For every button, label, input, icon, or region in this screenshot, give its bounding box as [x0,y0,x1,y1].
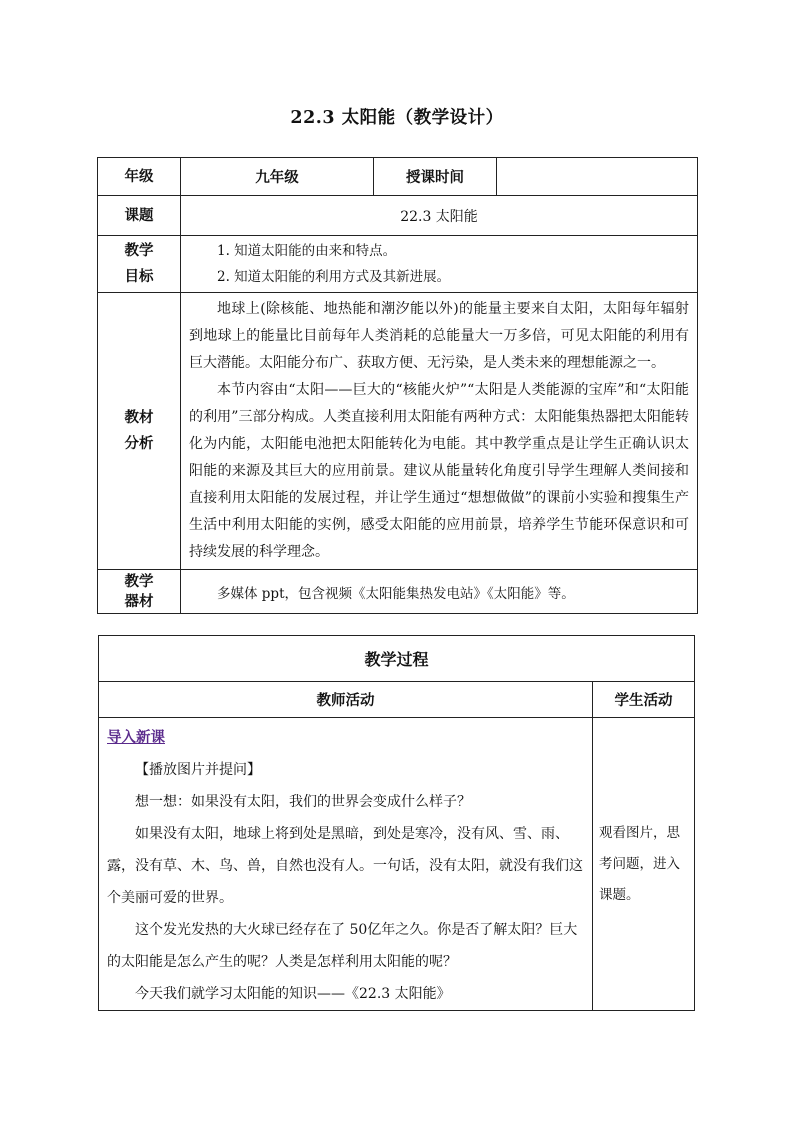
teacher-paragraph: 【播放图片并提问】 [135,762,261,778]
goal-item: 2. 知道太阳能的利用方式及其新进展。 [217,269,451,285]
class-time-label: 授课时间 [374,158,497,196]
teaching-goals-label-line-2: 目标 [124,268,154,285]
intro-new-lesson-link[interactable]: 导入新课 [107,729,165,746]
teaching-goals-content [181,236,698,293]
teacher-paragraph: 这个发光发热的大火球已经存在了 50亿年之久。你是否了解太阳？巨大的太阳能是怎么产生的呢？人类是怎样利用太阳能的呢？ [107,922,578,970]
student-activity-header: 学生活动 [593,682,695,718]
teaching-goals-label-line-1: 教学 [124,242,154,259]
intro-row [99,718,695,1011]
material-analysis-label-line-1: 教材 [124,409,154,426]
teaching-process-table [98,635,695,1011]
teaching-goals-row [98,236,698,293]
teaching-process-title: 教学过程 [99,636,695,682]
teaching-equipment-label-line-1: 教学 [124,572,154,590]
material-analysis-row [98,293,698,570]
topic-value: 22.3 太阳能 [181,196,698,236]
teaching-goals-label [98,236,181,293]
process-header-row [99,682,695,718]
class-time-value [497,158,698,196]
teaching-equipment-content: 多媒体 ppt，包含视频《太阳能集热发电站》《太阳能》等。 [181,570,698,614]
teacher-paragraph: 今天我们就学习太阳能的知识——《22.3 太阳能》 [135,986,451,1002]
teaching-equipment-label [98,570,181,614]
lesson-info-table [97,157,698,614]
material-analysis-content [181,293,698,570]
grade-value: 九年级 [181,158,374,196]
topic-label: 课题 [98,196,181,236]
material-analysis-label [98,293,181,570]
analysis-paragraph: 地球上(除核能、地热能和潮汐能以外)的能量主要来自太阳，太阳每年辐射到地球上的能量比目前每年人类消耗的总能量大一万多倍，可见太阳能的利用有巨大潜能。太阳能分布广、获取方便、无污染，是人类未来的理想能源之一。 [189,301,689,371]
teaching-equipment-label-line-2: 器材 [124,592,154,610]
analysis-paragraph: 本节内容由“太阳——巨大的“核能火炉”“太阳是人类能源的宝库”和“太阳能的利用”三部分构成。人类直接利用太阳能有两种方式：太阳能集热器把太阳能转化为内能，太阳能电池把太阳能转化为电能。其中教学重点是让学生正确认识太阳能的来源及其巨大的应用前景。建议从能量转化角度引导学生理解人类间接和直接利用太阳能的发展过程，并让学生通过“想想做做”的课前小实验和搜集生产生活中利用太阳能的实例，感受太阳能的应用前景，培养学生节能环保意识和可持续发展的科学理念。 [189,382,689,560]
topic-row [98,196,698,236]
document-title: 22.3 太阳能（教学设计） [290,108,504,128]
material-analysis-label-line-2: 分析 [124,435,154,452]
grade-label: 年级 [98,158,181,196]
goal-item: 1. 知道太阳能的由来和特点。 [217,243,397,259]
teacher-paragraph: 想一想：如果没有太阳，我们的世界会变成什么样子？ [135,794,471,810]
teacher-activity-header: 教师活动 [99,682,593,718]
teaching-equipment-row [98,570,698,614]
teacher-paragraph: 如果没有太阳，地球上将到处是黑暗，到处是寒冷，没有风、雪、雨、露，没有草、木、鸟、兽，自然也没有人。一句话，没有太阳，就没有我们这个美丽可爱的世界。 [107,826,583,906]
student-activity-cell: 观看图片，思考问题，进入课题。 [593,718,695,1011]
process-title-row [99,636,695,682]
grade-row [98,158,698,196]
teacher-activity-cell [99,718,593,1011]
